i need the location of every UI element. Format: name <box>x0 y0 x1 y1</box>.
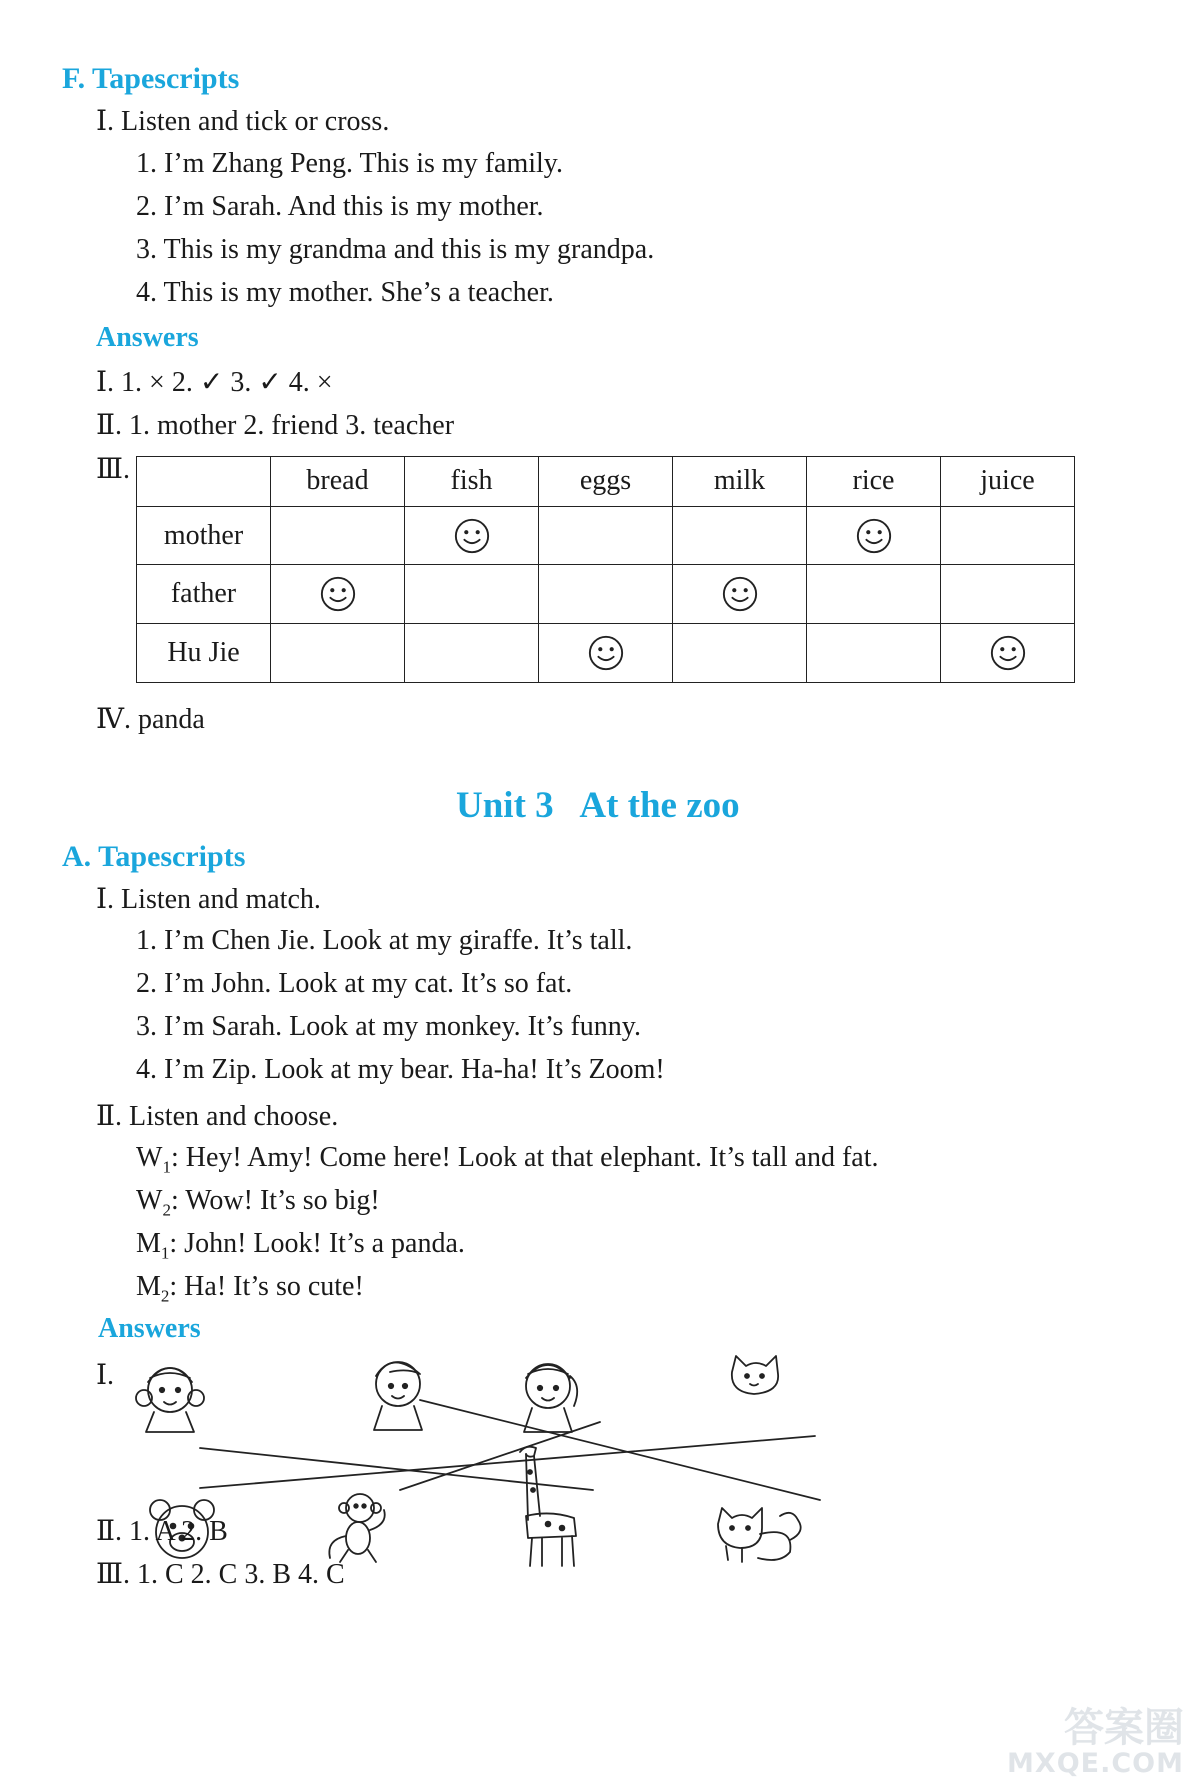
dialogue-line: $W_2$: Wow! It’s so big! <box>136 1185 380 1220</box>
table-cell <box>405 624 539 683</box>
f-line-3: 3. This is my grandma and this is my grandpa. <box>136 234 655 265</box>
table-cell <box>673 624 807 683</box>
smiley-icon <box>721 575 759 613</box>
food-table <box>136 456 1075 683</box>
table-cell <box>539 624 673 683</box>
a-part1-title: Ⅰ. Listen and match. <box>96 884 321 915</box>
table-cell <box>539 506 673 565</box>
f-answer-4: Ⅳ. panda <box>96 704 205 735</box>
dialogue-line: $M_2$: Ha! It’s so cute! <box>136 1271 364 1306</box>
table-cell <box>941 624 1075 683</box>
a-line-2: 2. I’m John. Look at my cat. It’s so fat. <box>136 968 573 999</box>
girl-pigtails-icon <box>136 1368 204 1432</box>
table-cell <box>941 506 1075 565</box>
table-cell <box>539 565 673 624</box>
f-answer-3-label: Ⅲ. <box>96 454 131 485</box>
watermark-domain: MXQE.COM <box>1007 1748 1184 1779</box>
table-cell <box>673 506 807 565</box>
section-f-heading: F. Tapescripts <box>62 62 240 95</box>
column-header: juice <box>941 457 1075 507</box>
dialogue-line: $M_1$: John! Look! It’s a panda. <box>136 1228 465 1263</box>
a-line-1: 1. I’m Chen Jie. Look at my giraffe. It’s tall. <box>136 925 633 956</box>
a-answer-2: Ⅱ. 1. A 2. B <box>96 1516 228 1547</box>
smiley-icon <box>453 517 491 555</box>
table-cell <box>807 506 941 565</box>
f-line-2: 2. I’m Sarah. And this is my mother. <box>136 191 544 222</box>
fat-cat-icon <box>718 1508 801 1562</box>
a-answers-label: Answers <box>98 1313 201 1344</box>
table-cell <box>405 565 539 624</box>
a-part2-title: Ⅱ. Listen and choose. <box>96 1101 339 1132</box>
table-row <box>137 506 1075 565</box>
a-answer-3: Ⅲ. 1. C 2. C 3. B 4. C <box>96 1559 345 1590</box>
table-row <box>137 565 1075 624</box>
column-header: eggs <box>539 457 673 507</box>
table-cell <box>271 506 405 565</box>
boy-icon <box>374 1362 422 1430</box>
f-answer-1: Ⅰ. 1. × 2. ✓ 3. ✓ 4. × <box>96 367 333 398</box>
a-line-3: 3. I’m Sarah. Look at my monkey. It’s funny. <box>136 1011 641 1042</box>
column-header: bread <box>271 457 405 507</box>
section-a-heading: A. Tapescripts <box>62 840 246 873</box>
smiley-icon <box>319 575 357 613</box>
column-header: fish <box>405 457 539 507</box>
smiley-icon <box>989 634 1027 672</box>
table-cell <box>807 565 941 624</box>
smiley-icon <box>855 517 893 555</box>
f-line-1: 1. I’m Zhang Peng. This is my family. <box>136 148 563 179</box>
row-header: Hu Jie <box>137 624 271 683</box>
watermark-text: 答案圈 <box>1064 1705 1184 1751</box>
table-cell <box>673 565 807 624</box>
column-header: milk <box>673 457 807 507</box>
table-cell <box>405 506 539 565</box>
row-header: mother <box>137 506 271 565</box>
column-header: rice <box>807 457 941 507</box>
f-answers-label: Answers <box>96 322 199 353</box>
table-cell <box>941 565 1075 624</box>
smiley-icon <box>587 634 625 672</box>
table-corner <box>137 457 271 507</box>
match-line <box>420 1400 820 1500</box>
table-cell <box>271 565 405 624</box>
f-answer-2: Ⅱ. 1. mother 2. friend 3. teacher <box>96 410 455 441</box>
matching-figure <box>130 1340 890 1570</box>
table-row <box>137 624 1075 683</box>
table-header-row <box>137 457 1075 507</box>
monkey-icon <box>329 1494 384 1562</box>
giraffe-icon <box>520 1447 576 1566</box>
f-part1-title: Ⅰ. Listen and tick or cross. <box>96 106 390 137</box>
row-header: father <box>137 565 271 624</box>
table-cell <box>807 624 941 683</box>
a-match-label: Ⅰ. <box>96 1360 115 1391</box>
unit-title: Unit 3 At the zoo <box>456 785 740 826</box>
f-line-4: 4. This is my mother. She’s a teacher. <box>136 277 554 308</box>
cat-head-icon <box>732 1356 778 1394</box>
a-line-4: 4. I’m Zip. Look at my bear. Ha-ha! It’s Zoom! <box>136 1054 665 1085</box>
watermark <box>964 1696 1184 1786</box>
dialogue-line: $W_1$: Hey! Amy! Come here! Look at that elephant. It’s tall and fat. <box>136 1142 879 1177</box>
girl-ponytail-icon <box>524 1364 577 1432</box>
table-cell <box>271 624 405 683</box>
